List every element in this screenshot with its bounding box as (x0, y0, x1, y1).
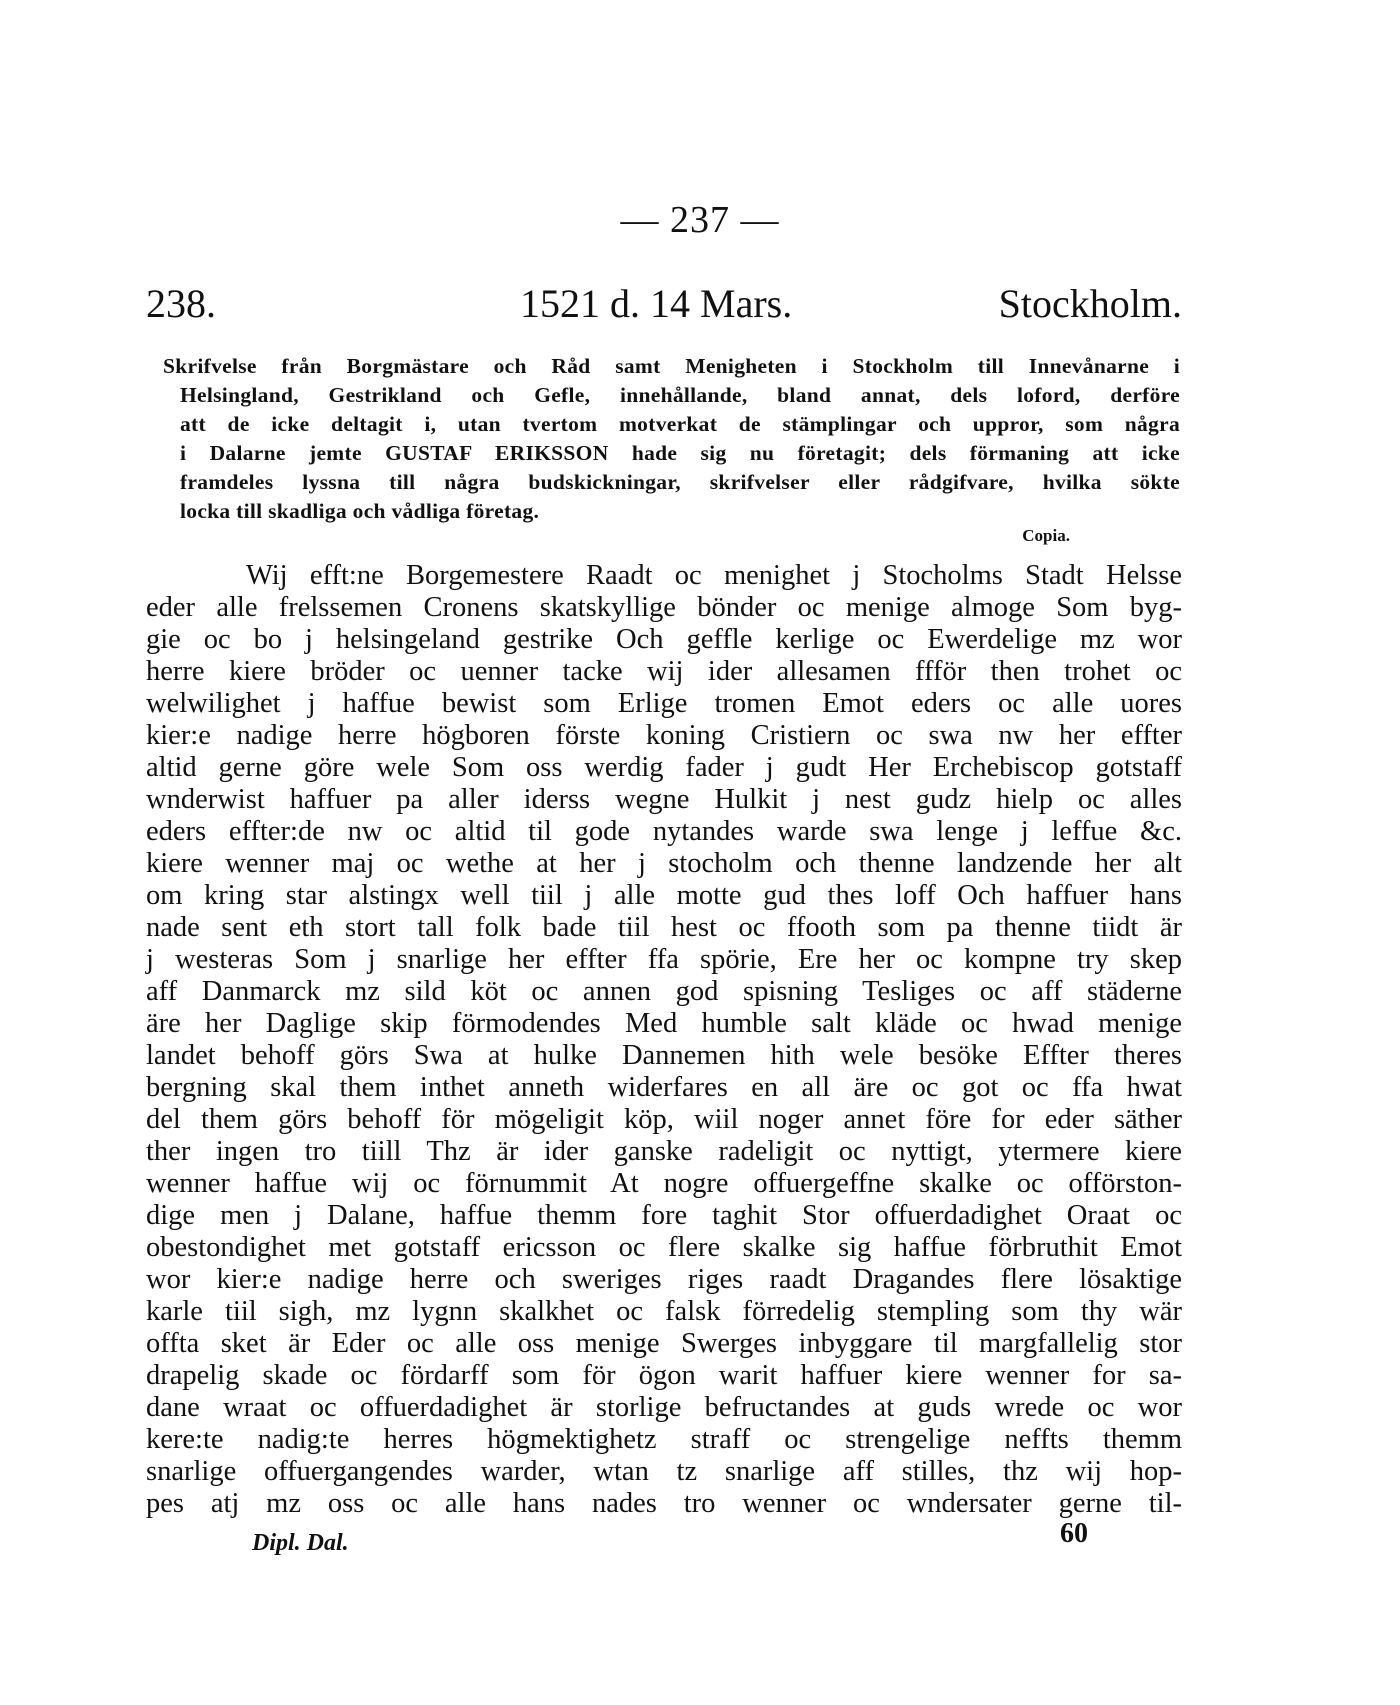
body-line: pes atj mz oss oc alle hans nades tro wenner oc wndersater gerne til- (146, 1488, 1182, 1519)
letter-body (146, 560, 1182, 1520)
body-line: gie oc bo j helsingeland gestrike Och geffle kerlige oc Ewerdelige mz wor (146, 624, 1182, 655)
body-line: obestondighet met gotstaff ericsson oc flere skalke sig haffue förbruthit Emot (146, 1232, 1182, 1263)
body-line: om kring star alstingx well tiil j alle motte gud thes loff Och haffuer hans (146, 880, 1182, 911)
body-line: wnderwist haffuer pa aller iderss wegne Hulkit j nest gudz hielp oc alles (146, 784, 1182, 815)
body-line: kier:e nadige herre högboren förste koning Cristiern oc swa nw her effter (146, 720, 1182, 751)
body-line: j westeras Som j snarlige her effter ffa spörie, Ere her oc kompne try skep (146, 944, 1182, 975)
body-line: altid gerne göre wele Som oss werdig fader j gudt Her Erchebiscop gotstaff (146, 752, 1182, 783)
body-line: snarlige offuergangendes warder, wtan tz snarlige aff stilles, thz wij hop- (146, 1456, 1182, 1487)
page-number: — 237 — (620, 199, 780, 241)
body-line: bergning skal them inthet anneth widerfares en all äre oc got oc ffa hwat (146, 1072, 1182, 1103)
footer-signature: Dipl. Dal. (252, 1530, 349, 1556)
body-line: landet behoff görs Swa at hulke Dannemen hith wele besöke Effter theres (146, 1040, 1182, 1071)
body-line: nade sent eth stort tall folk bade tiil hest oc ffooth som pa thenne tiidt är (146, 912, 1182, 943)
body-line: eders effter:de nw oc altid til gode nytandes warde swa lenge j leffue &c. (146, 816, 1182, 847)
body-line: aff Danmarck mz sild köt oc annen god spisning Tesliges oc aff städerne (146, 976, 1182, 1007)
summary-line: locka till skadliga och vådliga företag. (180, 499, 540, 523)
summary-line: i Dalarne jemte GUSTAF ERIKSSON hade sig nu företagit; dels förmaning att icke (180, 441, 1180, 465)
document-date: 1521 d. 14 Mars. (520, 281, 793, 326)
body-line: karle tiil sigh, mz lygnn skalkhet oc falsk förredelig stempling som thy wär (146, 1296, 1182, 1327)
summary-paragraph (163, 352, 1180, 526)
body-line: offta sket är Eder oc alle oss menige Swerges inbyggare til margfallelig stor (146, 1328, 1182, 1359)
document-number: 238. (146, 281, 216, 326)
body-line: ther ingen tro tiill Thz är ider ganske radeligit oc nyttigt, ytermere kiere (146, 1136, 1182, 1167)
document-heading (146, 280, 1182, 330)
body-line: drapelig skade oc fördarff som för ögon warit haffuer kiere wenner for sa- (146, 1360, 1182, 1391)
body-line: del them görs behoff för mögeligit köp, wiil noger annet före for eder säther (146, 1104, 1182, 1135)
body-line: dige men j Dalane, haffue themm fore taghit Stor offuerdadighet Oraat oc (146, 1200, 1182, 1231)
body-line: wor kier:e nadige herre och sweriges riges raadt Dragandes flere lösaktige (146, 1264, 1182, 1295)
footer-sheet-number: 60 (1060, 1518, 1088, 1549)
summary-line: framdeles lyssna till några budskickningar, skrifvelser eller rådgifvare, hvilka sökte (180, 470, 1180, 494)
document-place: Stockholm. (998, 281, 1182, 326)
body-line: dane wraat oc offuerdadighet är storlige befructandes at guds wrede oc wor (146, 1392, 1182, 1423)
body-line: kere:te nadig:te herres högmektighetz straff oc strengelige neffts themm (146, 1424, 1182, 1455)
body-line: herre kiere bröder oc uenner tacke wij ider allesamen ffför then trohet oc (146, 656, 1182, 687)
body-line: eder alle frelssemen Cronens skatskyllige bönder oc menige almoge Som byg- (146, 592, 1182, 623)
body-line: äre her Daglige skip förmodendes Med humble salt kläde oc hwad menige (146, 1008, 1182, 1039)
body-line: wenner haffue wij oc förnummit At nogre offuergeffne skalke oc offörston- (146, 1168, 1182, 1199)
summary-line: att de icke deltagit i, utan tvertom motverkat de stämplingar och uppror, som några (180, 412, 1180, 436)
summary-line: Skrifvelse från Borgmästare och Råd samt Menigheten i Stockholm till Innevånarne i (163, 354, 1180, 378)
summary-line: Helsingland, Gestrikland och Gefle, innehållande, bland annat, dels loford, derföre (180, 383, 1180, 407)
body-line: Wij efft:ne Borgemestere Raadt oc menighet j Stocholms Stadt Helsse (246, 560, 1182, 591)
body-line: kiere wenner maj oc wethe at her j stocholm och thenne landzende her alt (146, 848, 1182, 879)
copia-label: Copia. (1022, 526, 1070, 545)
body-line: welwilighet j haffue bewist som Erlige tromen Emot eders oc alle uores (146, 688, 1182, 719)
